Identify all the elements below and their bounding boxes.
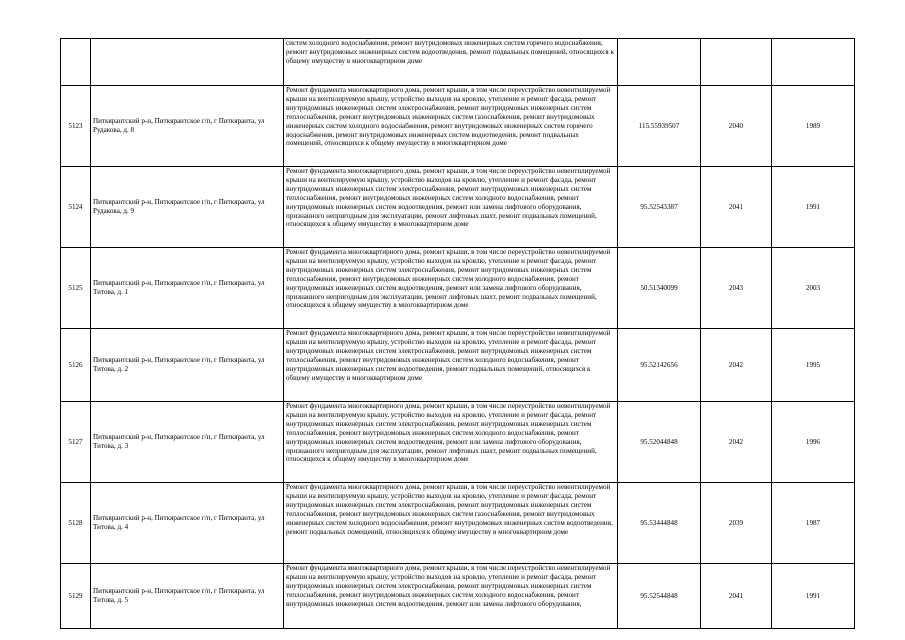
repair-works xyxy=(284,167,618,248)
repair-works-text: Ремонт фундамента многоквартирного дома, ремонт крыши, в том числе переустройство невентилируемой крыши на вентилируемую крышу, устройство выходов на кровлю, утепление и ремонт фасада, ремонт внутридомовых инженерных систем электроснабжения, ремонт внутридомовых инженерных систем теплоснабжения, ремонт внутридомовых инженерных систем газоснабжения, ремонт внутридомовых инженерных систем холодного водоснабжения, ремонт внутридомовых инженерных систем горячего водоснабжения, ремонт внутридомовых инженерных систем водоотведения, ремонт подвальных помещений, относящихся к общему имуществу в многоквартирном доме xyxy=(286,86,611,148)
row-number: 5124 xyxy=(61,167,91,248)
build-year: 1991 xyxy=(772,564,855,629)
house-address: Питкярантский р-н, Питкярантское г/п, г Питкяранта, ул Титова, д. 1 xyxy=(91,248,284,329)
row-number: 5123 xyxy=(61,86,91,167)
row-number: 5127 xyxy=(61,402,91,483)
build-year: 1995 xyxy=(772,329,855,402)
build-year: 1996 xyxy=(772,402,855,483)
house-address: Питкярантский р-н, Питкярантское г/п, г Питкяранта, ул Титова, д. 4 xyxy=(91,483,284,564)
repair-works-text: Ремонт фундамента многоквартирного дома, ремонт крыши, в том числе переустройство невентилируемой крыши на вентилируемую крышу, устройство выходов на кровлю, утепление и ремонт фасада, ремонт внутридомовых инженерных систем электроснабжения, ремонт внутридомовых инженерных систем теплоснабжения, ремонт внутридомовых инженерных систем газоснабжения, ремонт внутридомовых инженерных систем холодного водоснабжения, ремонт внутридомовых инженерных систем водоотведения, ремонт подвальных помещений, относящихся к общему имуществу в многоквартирном доме xyxy=(286,483,613,536)
build-year: 2003 xyxy=(772,248,855,329)
repair-works-text: Ремонт фундамента многоквартирного дома, ремонт крыши, в том числе переустройство невентилируемой крыши на вентилируемую крышу, устройство выходов на кровлю, утепление и ремонт фасада, ремонт внутридомовых инженерных систем электроснабжения, ремонт внутридомовых инженерных систем теплоснабжения, ремонт внутридомовых инженерных систем холодного водоснабжения, ремонт внутридомовых инженерных систем водоотведения, ремонт или замена лифтового оборудования, xyxy=(286,564,611,608)
house-address xyxy=(91,39,284,86)
table-row xyxy=(61,167,855,248)
repair-works-text: Ремонт фундамента многоквартирного дома, ремонт крыши, в том числе переустройство невентилируемой крыши на вентилируемую крышу, устройство выходов на кровлю, утепление и ремонт фасада, ремонт внутридомовых инженерных систем электроснабжения, ремонт внутридомовых инженерных систем теплоснабжения, ремонт внутридомовых инженерных систем холодного водоснабжения, ремонт внутридомовых инженерных систем водоотведения, ремонт или замена лифтового оборудования, признанного непригодным для эксплуатации, ремонт лифтовых шахт, ремонт подвальных помещений, относящихся к общему имуществу в многоквартирном доме xyxy=(286,248,611,310)
table-row xyxy=(61,39,855,86)
repair-works xyxy=(284,564,618,629)
build-year: 1989 xyxy=(772,86,855,167)
house-address: Питкярантский р-н, Питкярантское г/п, г Питкяранта, ул Титова, д. 5 xyxy=(91,564,284,629)
area-value: 95.52044848 xyxy=(618,402,701,483)
row-number: 5125 xyxy=(61,248,91,329)
area-value: 50.51340099 xyxy=(618,248,701,329)
capital-repair-table xyxy=(60,38,855,629)
row-number: 5129 xyxy=(61,564,91,629)
repair-works xyxy=(284,39,618,86)
row-number xyxy=(61,39,91,86)
repair-works xyxy=(284,329,618,402)
planned-year: 2043 xyxy=(701,248,772,329)
table-row xyxy=(61,483,855,564)
house-address: Питкярантский р-н, Питкярантское г/п, г Питкяранта, ул Титова, д. 3 xyxy=(91,402,284,483)
planned-year xyxy=(701,39,772,86)
planned-year: 2041 xyxy=(701,564,772,629)
house-address: Питкярантский р-н, Питкярантское г/п, г Питкяранта, ул Титова, д. 2 xyxy=(91,329,284,402)
repair-works-text: Ремонт фундамента многоквартирного дома, ремонт крыши, в том числе переустройство невентилируемой крыши на вентилируемую крышу, устройство выходов на кровлю, утепление и ремонт фасада, ремонт внутридомовых инженерных систем электроснабжения, ремонт внутридомовых инженерных систем теплоснабжения, ремонт внутридомовых инженерных систем холодного водоснабжения, ремонт внутридомовых инженерных систем водоотведения, ремонт или замена лифтового оборудования, признанного непригодным для эксплуатации, ремонт лифтовых шахт, ремонт подвальных помещений, относящихся к общему имуществу в многоквартирном доме xyxy=(286,167,611,229)
build-year xyxy=(772,39,855,86)
area-value: 115.55939507 xyxy=(618,86,701,167)
area-value: 95.52544848 xyxy=(618,564,701,629)
planned-year: 2042 xyxy=(701,329,772,402)
repair-works xyxy=(284,248,618,329)
planned-year: 2040 xyxy=(701,86,772,167)
area-value xyxy=(618,39,701,86)
house-address: Питкярантский р-н, Питкярантское г/п, г Питкяранта, ул Рудакова, д. 8 xyxy=(91,86,284,167)
house-address: Питкярантский р-н, Питкярантское г/п, г Питкяранта, ул Рудакова, д. 9 xyxy=(91,167,284,248)
repair-works xyxy=(284,483,618,564)
table-row xyxy=(61,564,855,629)
build-year: 1991 xyxy=(772,167,855,248)
repair-works xyxy=(284,402,618,483)
table-row xyxy=(61,248,855,329)
area-value: 95.52142656 xyxy=(618,329,701,402)
repair-works-text: Ремонт фундамента многоквартирного дома, ремонт крыши, в том числе переустройство невентилируемой крыши на вентилируемую крышу, устройство выходов на кровлю, утепление и ремонт фасада, ремонт внутридомовых инженерных систем электроснабжения, ремонт внутридомовых инженерных систем теплоснабжения, ремонт внутридомовых инженерных систем холодного водоснабжения, ремонт внутридомовых инженерных систем водоотведения, ремонт или замена лифтового оборудования, признанного непригодным для эксплуатации, ремонт лифтовых шахт, ремонт подвальных помещений, относящихся к общему имуществу в многоквартирном доме xyxy=(286,402,611,464)
table-row xyxy=(61,329,855,402)
build-year: 1987 xyxy=(772,483,855,564)
repair-works xyxy=(284,86,618,167)
table-row xyxy=(61,86,855,167)
area-value: 95.53444848 xyxy=(618,483,701,564)
planned-year: 2041 xyxy=(701,167,772,248)
planned-year: 2039 xyxy=(701,483,772,564)
table-row xyxy=(61,402,855,483)
repair-works-text: Ремонт фундамента многоквартирного дома, ремонт крыши, в том числе переустройство невентилируемой крыши на вентилируемую крышу, устройство выходов на кровлю, утепление и ремонт фасада, ремонт внутридомовых инженерных систем электроснабжения, ремонт внутридомовых инженерных систем теплоснабжения, ремонт внутридомовых инженерных систем холодного водоснабжения, ремонт внутридомовых инженерных систем водоотведения, ремонт подвальных помещений, относящихся к общему имуществу в многоквартирном доме xyxy=(286,329,611,382)
row-number: 5128 xyxy=(61,483,91,564)
area-value: 95.52543387 xyxy=(618,167,701,248)
planned-year: 2042 xyxy=(701,402,772,483)
row-number: 5126 xyxy=(61,329,91,402)
repair-works-text: систем холодного водоснабжения, ремонт внутридомовых инженерных систем горячего водоснабжения, ремонт внутридомовых инженерных систем водоотведения, ремонт подвальных помещений, относящихся к общему имуществу в многоквартирном доме xyxy=(286,39,614,65)
